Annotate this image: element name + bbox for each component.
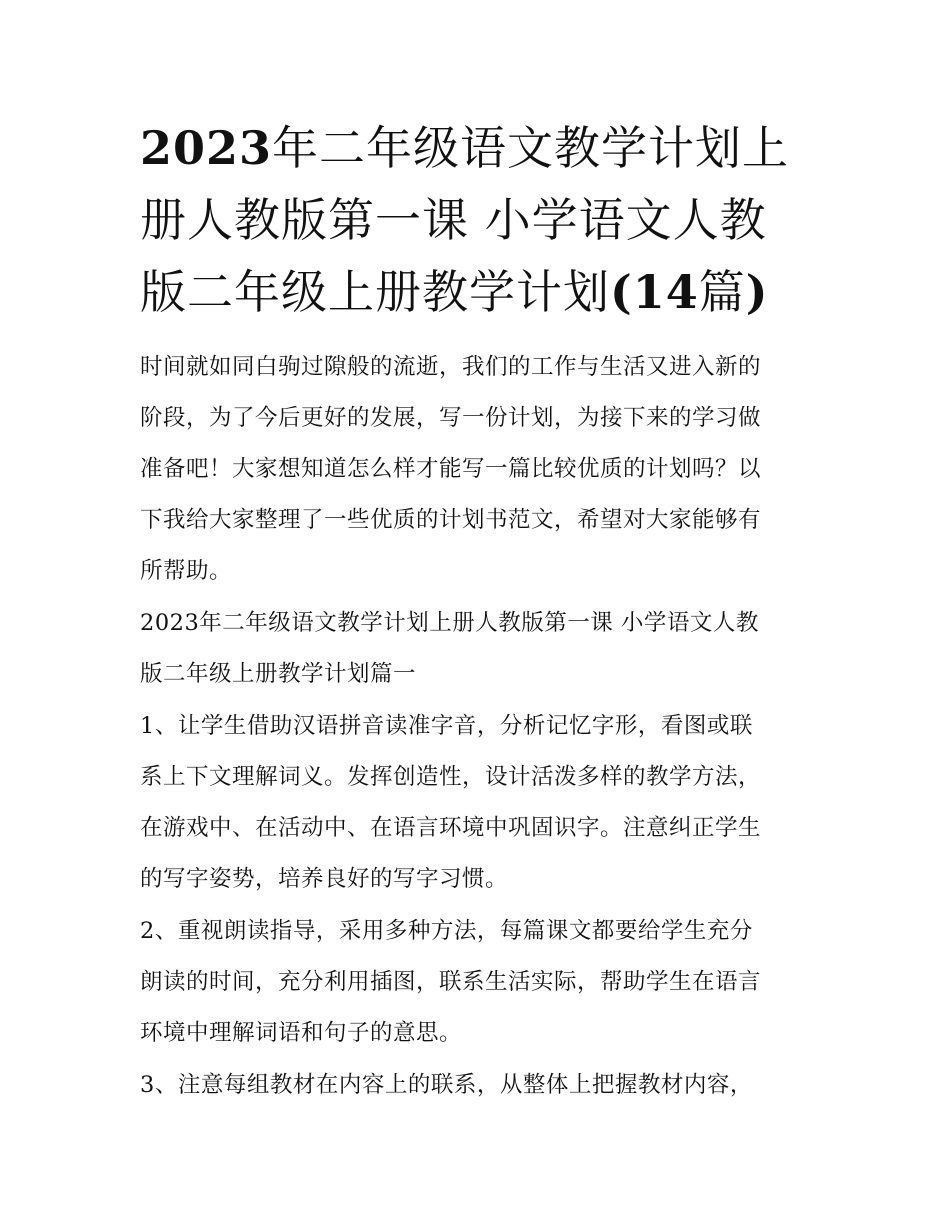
list-item-line: 在游戏中、在活动中、在语言环境中巩固识字。注意纠正学生 — [140, 815, 762, 841]
title-line-3 — [140, 256, 812, 328]
title-year: 2023 — [140, 121, 273, 175]
list-item-1 — [140, 701, 812, 905]
title-line-3-text: 版二年级上册教学计划 — [140, 265, 610, 319]
list-item-line: 环境中理解词语和句子的意思。 — [140, 1020, 463, 1046]
title-line-1-text: 年二年级语文教学计划上 — [272, 121, 790, 175]
title-close-paren: ) — [745, 265, 769, 319]
section-heading-line: 版二年级上册教学计划篇一 — [140, 661, 417, 687]
list-item-line: 的写字姿势，培养良好的写字习惯。 — [140, 866, 509, 892]
list-item-line: 1、让学生借助汉语拼音读准字音，分析记忆字形，看图或联 — [140, 713, 753, 739]
title-line-2: 册人教版第一课 小学语文人教 — [140, 193, 767, 247]
intro-line: 下我给大家整理了一些优质的计划书范文，希望对大家能够有 — [140, 507, 762, 533]
intro-line: 所帮助。 — [140, 558, 233, 584]
document-content — [140, 112, 812, 1111]
intro-line: 时间就如同白驹过隙般的流逝，我们的工作与生活又进入新的 — [140, 354, 762, 380]
list-item-line: 3、注意每组教材在内容上的联系，从整体上把握教材内容， — [140, 1072, 753, 1098]
section-heading-line: 2023年二年级语文教学计划上册人教版第一课 小学语文人教 — [140, 610, 759, 636]
list-item-line: 2、重视朗读指导，采用多种方法，每篇课文都要给学生充分 — [140, 918, 753, 944]
list-item-3 — [140, 1060, 812, 1111]
intro-line: 准备吧！大家想知道怎么样才能写一篇比较优质的计划吗？以 — [140, 456, 762, 482]
document-title — [140, 112, 812, 328]
list-item-2 — [140, 906, 812, 1059]
title-count: (14 — [610, 265, 699, 319]
list-item-line: 系上下文理解词义。发挥创造性，设计活泼多样的教学方法， — [140, 764, 762, 790]
title-count-unit: 篇 — [698, 265, 746, 319]
intro-paragraph — [140, 342, 812, 597]
section-heading — [140, 598, 812, 700]
intro-line: 阶段，为了今后更好的发展，写一份计划，为接下来的学习做 — [140, 405, 762, 431]
list-item-line: 朗读的时间，充分利用插图，联系生活实际，帮助学生在语言 — [140, 969, 762, 995]
title-line-1 — [140, 112, 812, 184]
